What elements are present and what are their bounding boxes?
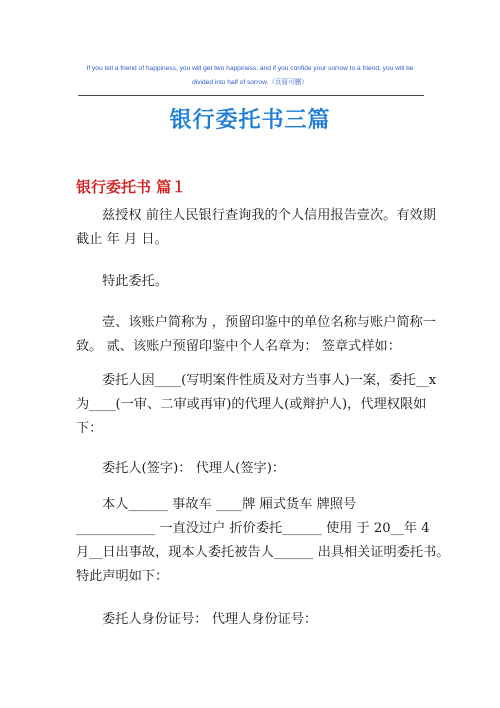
paragraph-line: 下： [76, 421, 103, 436]
paragraph-line: 委托人身份证号： 代理人身份证号： [102, 612, 318, 627]
header-quote [60, 62, 440, 90]
paragraph-line: 特此声明如下： [76, 569, 169, 584]
paragraph-declaration [76, 270, 428, 294]
paragraph-line: 委托人(签字)： 代理人(签字)： [102, 461, 286, 476]
paragraph-line: 月__日出事故，现本人委托被告人______ 出具相关证明委托书。 [76, 545, 450, 560]
paragraph-account [76, 311, 436, 359]
section-heading: 银行委托书 篇１ [76, 178, 187, 196]
paragraph-line: 本人______ 事故车 ____牌 厢式货车 牌照号 [102, 497, 357, 512]
header-quote-line: If you tell a friend of happiness, you will get two happiness, and if you confide your sorrow to a friend, you will be [86, 65, 414, 72]
paragraph-line: ____________ 一直没过户 折价委托______ 使用 于 20__年 4 [76, 521, 430, 536]
header-divider [78, 95, 424, 96]
paragraph-line: 截止 年 月 日。 [76, 232, 168, 247]
header-quote-line: divided into half of sorrow.（页眉可删） [192, 79, 308, 86]
paragraph-id-numbers [76, 608, 428, 632]
paragraph-line: 委托人因____(写明案件性质及对方当事人)一案，委托__x [102, 373, 437, 388]
paragraph-signatures [76, 457, 428, 481]
paragraph-line: 壹、该账户简称为 ，预留印鉴中的单位名称与账户简称一 [102, 315, 436, 330]
paragraph-line: 兹授权 前往人民银行查询我的个人信用报告壹次。有效期 [102, 208, 436, 223]
paragraph-line: 为____(一审、二审或再审)的代理人(或辩护人)，代理权限如 [76, 397, 427, 412]
paragraph-line: 特此委托。 [102, 274, 168, 289]
paragraph-authorization [76, 204, 436, 252]
paragraph-entrustment [76, 369, 437, 441]
paragraph-vehicle [76, 493, 450, 589]
document-title: 银行委托书三篇 [169, 108, 331, 133]
paragraph-line: 致。 贰、该账户预留印鉴中个人名章为： 签章式样如： [76, 339, 401, 354]
